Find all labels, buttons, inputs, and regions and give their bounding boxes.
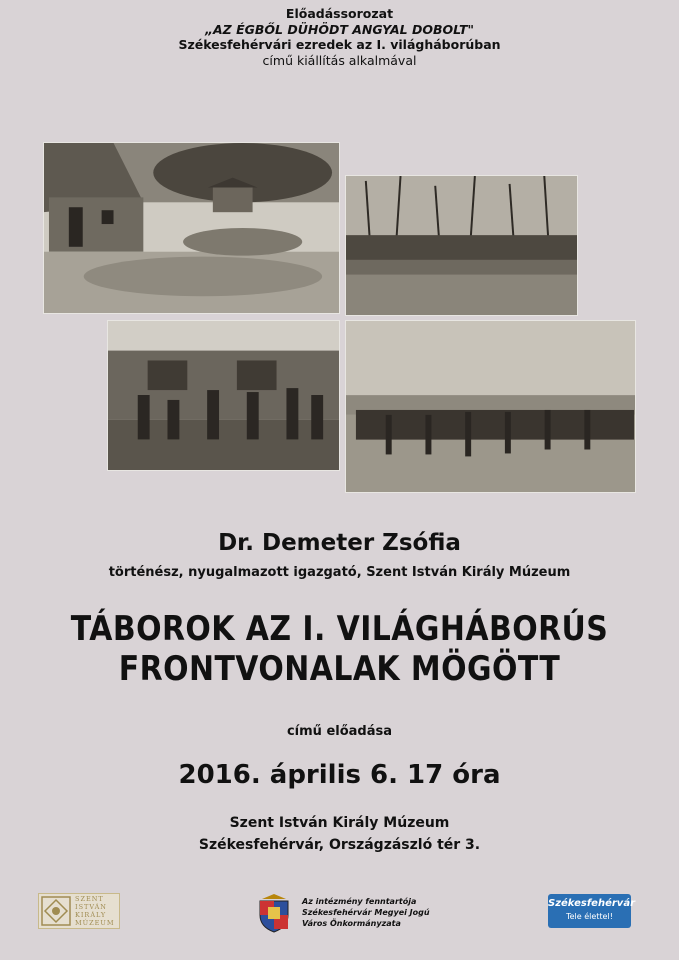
city-logo-tagline: Tele élettel! [566, 912, 613, 921]
lecture-subtitle: című előadása [286, 724, 393, 739]
speaker-name: Dr. Demeter Zsófia [218, 530, 461, 556]
event-address: Székesfehérvár, Országzászló tér 3. [198, 837, 481, 853]
museum-emblem-icon [41, 896, 71, 926]
speaker-role: történész, nyugalmazott igazgató, Szent István Király Múzeum [108, 565, 571, 580]
photo-forest-trench [345, 175, 578, 316]
museum-logo-text: SZENT ISTVÁN KIRÁLY MÚZEUM [75, 895, 115, 927]
lecture-title-line1: TÁBOROK AZ I. VILÁGHÁBORÚS [70, 609, 609, 649]
funder-text: Az intézmény fenntartója Székesfehérvár Megyei Jogú Város Önkormányzata [302, 897, 430, 928]
museum-logo [38, 893, 120, 929]
exhibition-subtitle: Székesfehérvári ezredek az I. világháborúban [178, 37, 501, 52]
event-datetime: 2016. április 6. 17 óra [178, 760, 501, 790]
city-logo [548, 894, 635, 928]
event-location [0, 812, 679, 856]
lecture-title [41, 609, 639, 689]
photo-railway-car [107, 320, 340, 471]
exhibition-note: című kiállítás alkalmával [262, 52, 417, 68]
photo-troops-parade [345, 320, 636, 493]
exhibition-title: „AZ ÉGBŐL DÜHÖDT ANGYAL DOBOLT" [204, 21, 475, 37]
photo-camp-garden [43, 142, 340, 314]
series-label: Előadássorozat [285, 6, 394, 21]
city-logo-name: Székesfehérvár [548, 898, 635, 909]
series-header [0, 6, 679, 68]
city-crest-icon [254, 893, 294, 933]
event-venue: Szent István Király Múzeum [229, 815, 450, 831]
lecture-title-line2: FRONTVONALAK MÖGÖTT [118, 649, 561, 689]
